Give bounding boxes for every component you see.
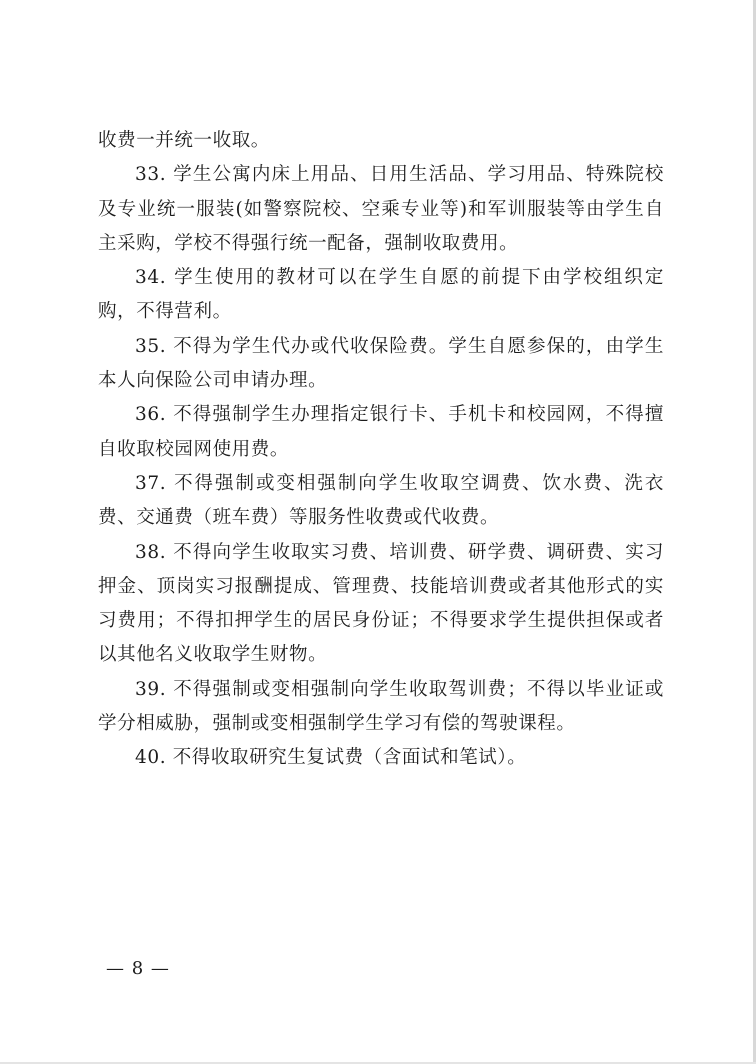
paragraph-40: 40. 不得收取研究生复试费（含面试和笔试）。: [135, 747, 527, 769]
paragraph-37: 37. 不得强制或变相强制向学生收取空调费、饮水费、洗衣费、交通费（班车费）等服务性收费或代收费。: [98, 472, 664, 529]
page-number: — 8 —: [106, 958, 170, 979]
document-body: [98, 124, 664, 776]
paragraph-39: 39. 不得强制或变相强制向学生收取驾训费；不得以毕业证或学分相威胁，强制或变相强制学生学习有偿的驾驶课程。: [98, 678, 664, 735]
paragraph-35: 35. 不得为学生代办或代收保险费。学生自愿参保的，由学生本人向保险公司申请办理。: [98, 335, 664, 392]
paragraph-34: 34. 学生使用的教材可以在学生自愿的前提下由学校组织定购，不得营利。: [98, 267, 664, 323]
paragraph-36: 36. 不得强制学生办理指定银行卡、手机卡和校园网，不得擅自收取校园网使用费。: [98, 404, 664, 460]
paragraph-continuation: 收费一并统一收取。: [98, 130, 270, 151]
paragraph-38: 38. 不得向学生收取实习费、培训费、研学费、调研费、实习押金、顶岗实习报酬提成、管理费、技能培训费或者其他形式的实习费用；不得扣押学生的居民身份证；不得要求学生提供担保或者以其他名义收取学生财物。: [98, 541, 664, 666]
paragraph-33: 33. 学生公寓内床上用品、日用生活品、学习用品、特殊院校及专业统一服装(如警察院校、空乘专业等)和军训服装等由学生自主采购，学校不得强行统一配备，强制收取费用。: [98, 164, 664, 254]
